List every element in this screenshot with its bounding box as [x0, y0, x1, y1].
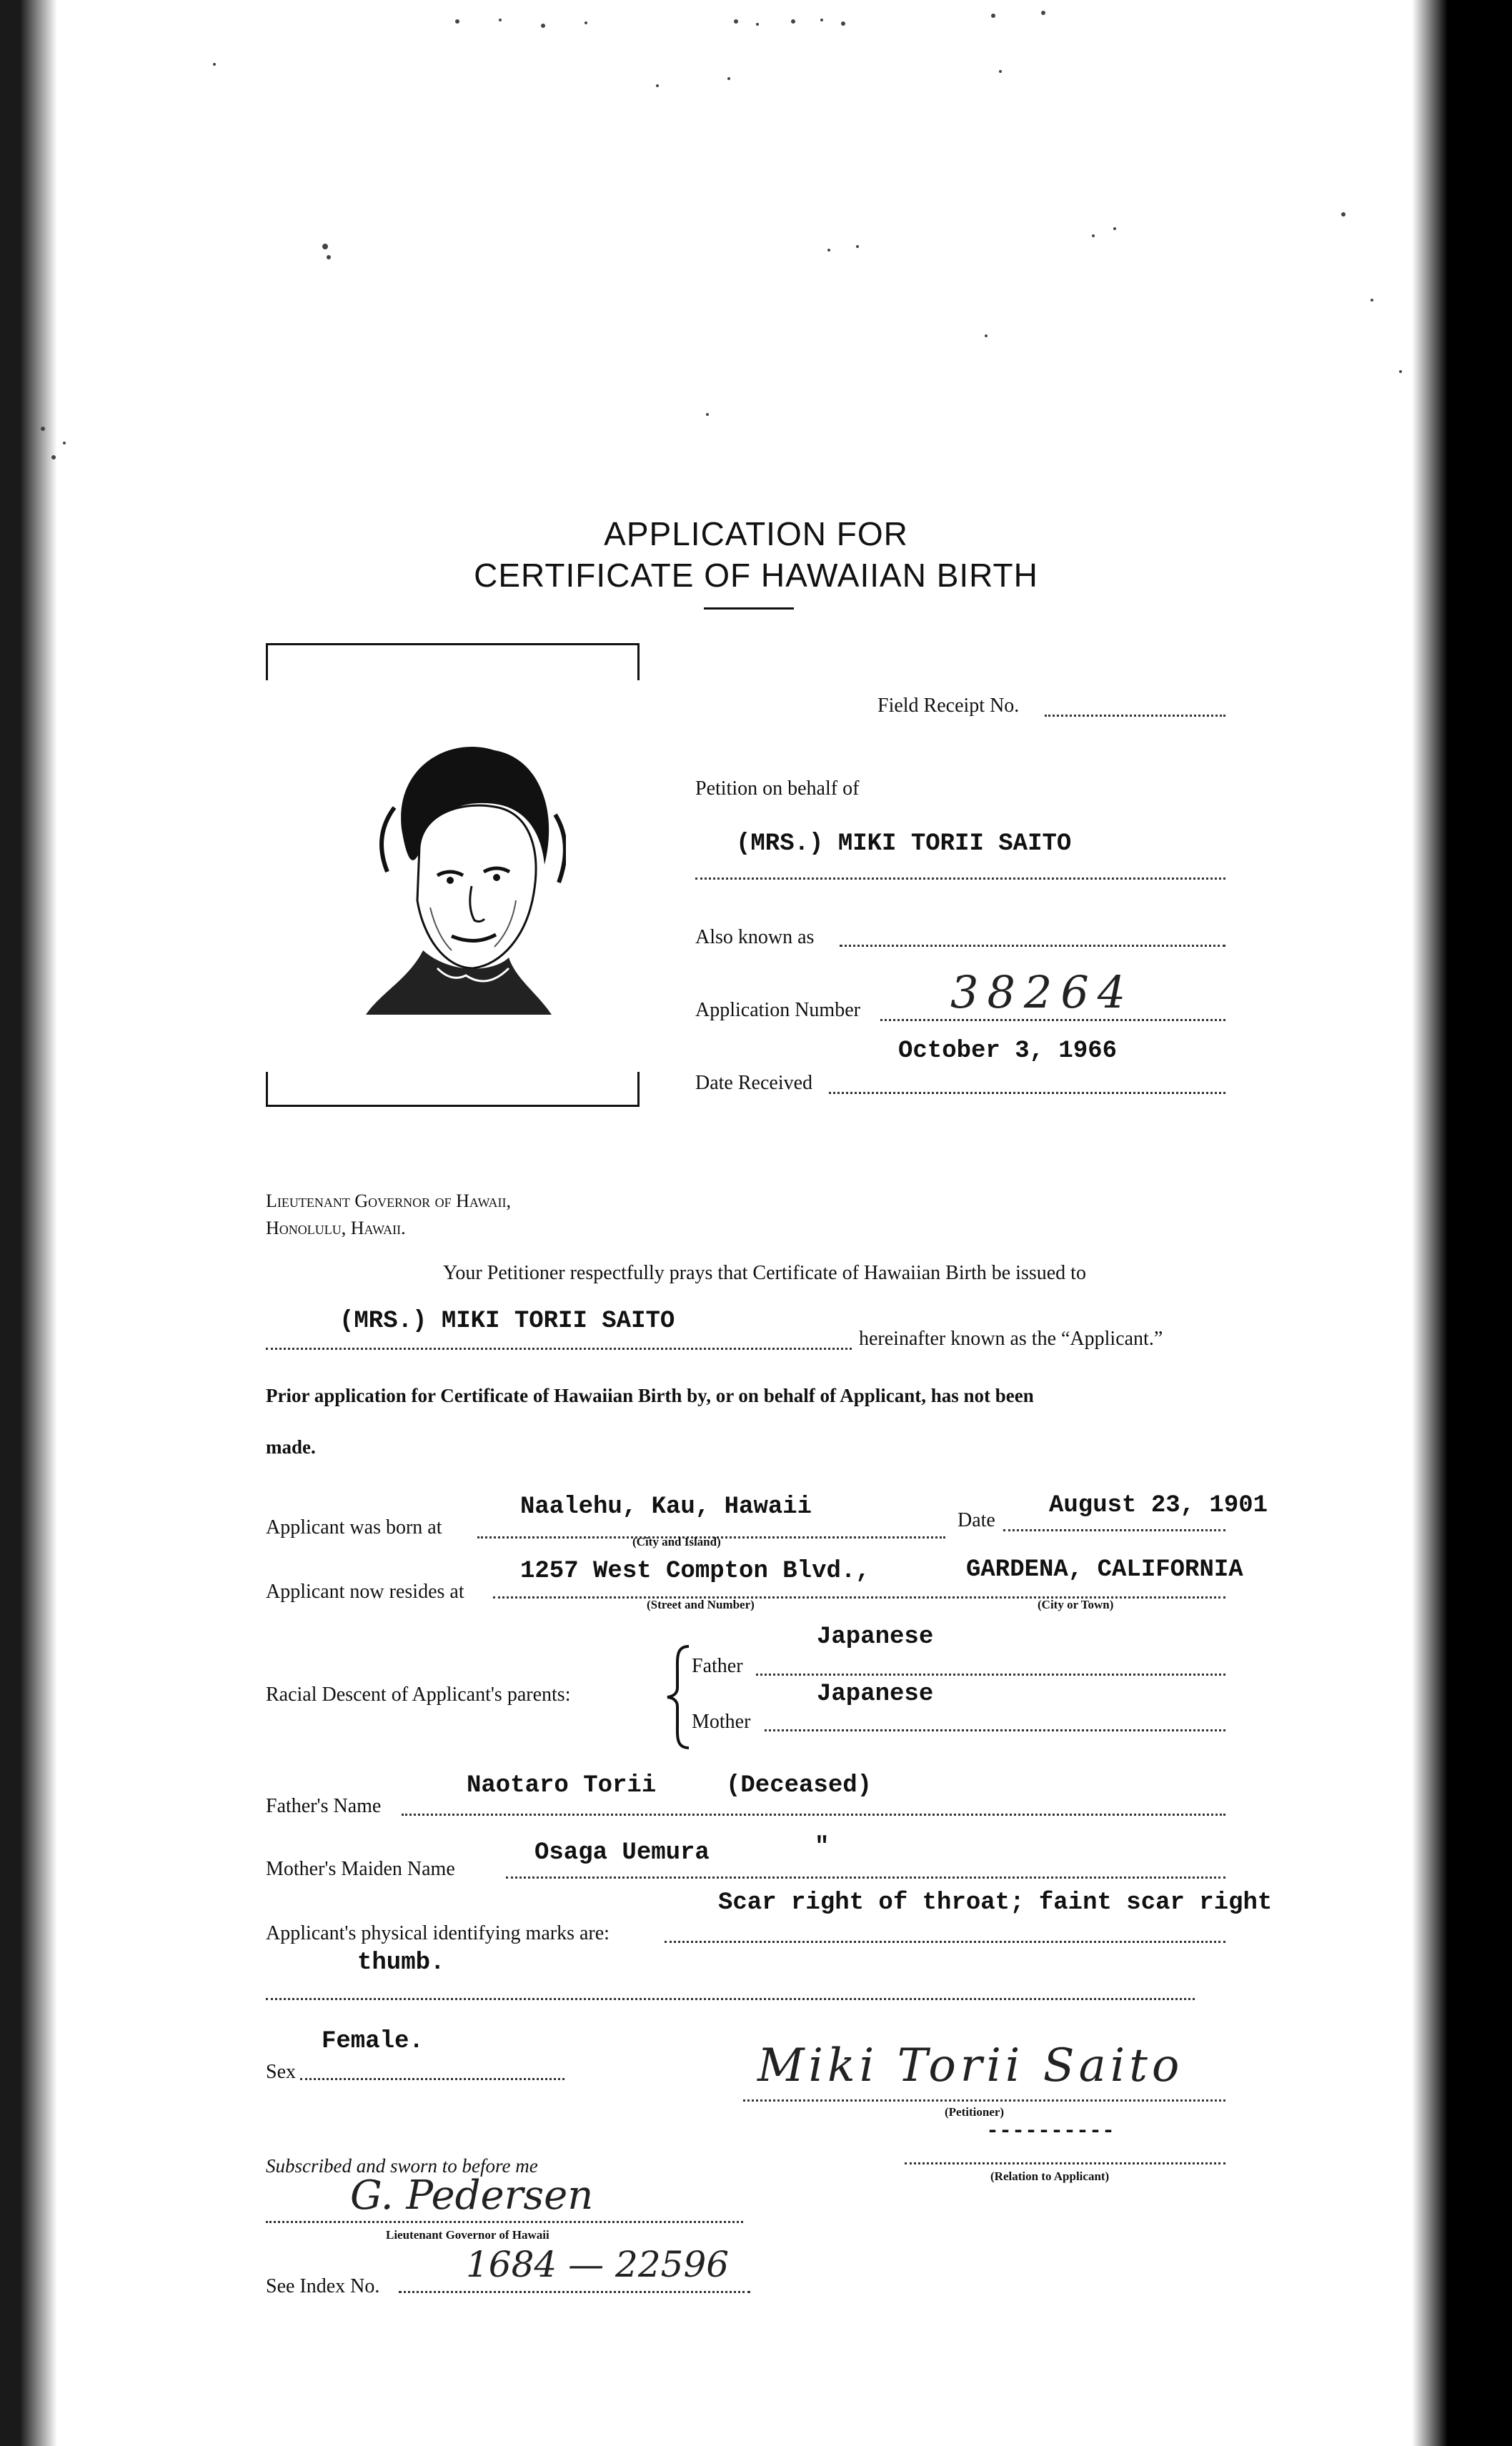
sex-value: Female.	[322, 2028, 424, 2055]
relation-line	[905, 2162, 1225, 2164]
resides-street-value: 1257 West Compton Blvd.,	[520, 1558, 870, 1585]
applicant-name: (MRS.) MIKI TORII SAITO	[339, 1308, 675, 1335]
marks-line2	[266, 1998, 1195, 2000]
petition-label: Petition on behalf of	[695, 777, 860, 800]
also-known-line[interactable]	[840, 945, 1225, 947]
field-receipt-line[interactable]	[1045, 715, 1225, 717]
official-signature: G. Pedersen	[350, 2172, 594, 2219]
father-descent-label: Father	[692, 1655, 743, 1677]
born-at-value: Naalehu, Kau, Hawaii	[520, 1493, 812, 1521]
birth-date-value: August 23, 1901	[1049, 1492, 1268, 1519]
index-label: See Index No.	[266, 2275, 380, 2297]
date-received-line	[829, 1092, 1225, 1094]
addressee-line1: Lieutenant Governor of Hawaii,	[266, 1190, 511, 1211]
mother-status: "	[815, 1834, 830, 1861]
sex-line	[300, 2078, 564, 2080]
petitioner-line	[743, 2099, 1225, 2102]
index-line	[399, 2291, 750, 2293]
father-descent-value: Japanese	[817, 1624, 934, 1651]
application-number-line	[880, 1019, 1225, 1021]
descent-brace	[665, 1644, 693, 1751]
official-caption: Lieutenant Governor of Hawaii	[386, 2228, 549, 2242]
scan-noise-top	[0, 0, 1512, 486]
marks-value-line1: Scar right of throat; faint scar right	[718, 1889, 1273, 1916]
petition-intro: Your Petitioner respectfully prays that Certificate of Hawaiian Birth be issued to	[443, 1262, 1086, 1284]
field-receipt-label: Field Receipt No.	[877, 695, 1020, 717]
mother-descent-value: Japanese	[817, 1681, 934, 1708]
title-rule	[704, 607, 794, 610]
index-value: 1684 — 22596	[466, 2244, 730, 2285]
petitioner-signature: Miki Torii Saito	[757, 2039, 1184, 2092]
street-caption: (Street and Number)	[647, 1598, 755, 1611]
petition-name-line	[695, 878, 1225, 880]
application-number-value: 38264	[950, 966, 1135, 1018]
mother-descent-line	[765, 1729, 1225, 1731]
prior-application-line2: made.	[266, 1436, 316, 1458]
official-line	[266, 2221, 743, 2223]
father-name-line	[402, 1814, 1225, 1816]
sworn-text: Subscribed and sworn to before me	[266, 2155, 538, 2177]
sex-label: Sex	[266, 2061, 296, 2083]
also-known-label: Also known as	[695, 926, 815, 948]
marks-line1	[665, 1941, 1225, 1943]
marks-value-line2: thumb.	[357, 1949, 445, 1977]
addressee-line2: Honolulu, Hawaii.	[266, 1218, 406, 1238]
form-title-line2: CERTIFICATE OF HAWAIIAN BIRTH	[474, 557, 1038, 594]
father-name-label: Father's Name	[266, 1795, 382, 1817]
relation-value: ----------	[986, 2119, 1115, 2144]
mother-name-value: Osaga Uemura	[534, 1839, 710, 1866]
father-status: (Deceased)	[726, 1772, 872, 1799]
hereinafter-text: hereinafter known as the “Applicant.”	[859, 1328, 1163, 1350]
city-caption: (City or Town)	[1038, 1598, 1114, 1611]
born-at-label: Applicant was born at	[266, 1516, 442, 1538]
marks-label: Applicant's physical identifying marks are:	[266, 1922, 610, 1944]
mother-descent-label: Mother	[692, 1711, 751, 1733]
racial-descent-label: Racial Descent of Applicant's parents:	[266, 1684, 571, 1706]
relation-caption: (Relation to Applicant)	[990, 2169, 1110, 2183]
city-island-caption: (City and Island)	[632, 1535, 721, 1548]
father-name-value: Naotaro Torii	[467, 1772, 657, 1799]
prior-application-line1: Prior application for Certificate of Hawaiian Birth by, or on behalf of Applicant, has not been	[266, 1385, 1034, 1406]
petitioner-caption: (Petitioner)	[945, 2105, 1005, 2119]
mother-name-line	[506, 1876, 1225, 1879]
mother-name-label: Mother's Maiden Name	[266, 1858, 455, 1880]
birth-date-label: Date	[958, 1509, 995, 1531]
applicant-portrait	[352, 722, 566, 1022]
birth-date-line	[1003, 1529, 1225, 1531]
date-received-label: Date Received	[695, 1072, 813, 1094]
resides-at-label: Applicant now resides at	[266, 1581, 464, 1603]
resides-line	[493, 1596, 1225, 1599]
resides-city-value: GARDENA, CALIFORNIA	[966, 1556, 1243, 1584]
form-title-line1: APPLICATION FOR	[604, 515, 908, 552]
application-number-label: Application Number	[695, 999, 860, 1021]
father-descent-line	[756, 1674, 1225, 1676]
applicant-name-line	[266, 1348, 852, 1350]
petition-name: (MRS.) MIKI TORII SAITO	[736, 830, 1072, 857]
photo-frame	[266, 643, 640, 1108]
date-received-value: October 3, 1966	[898, 1038, 1118, 1065]
